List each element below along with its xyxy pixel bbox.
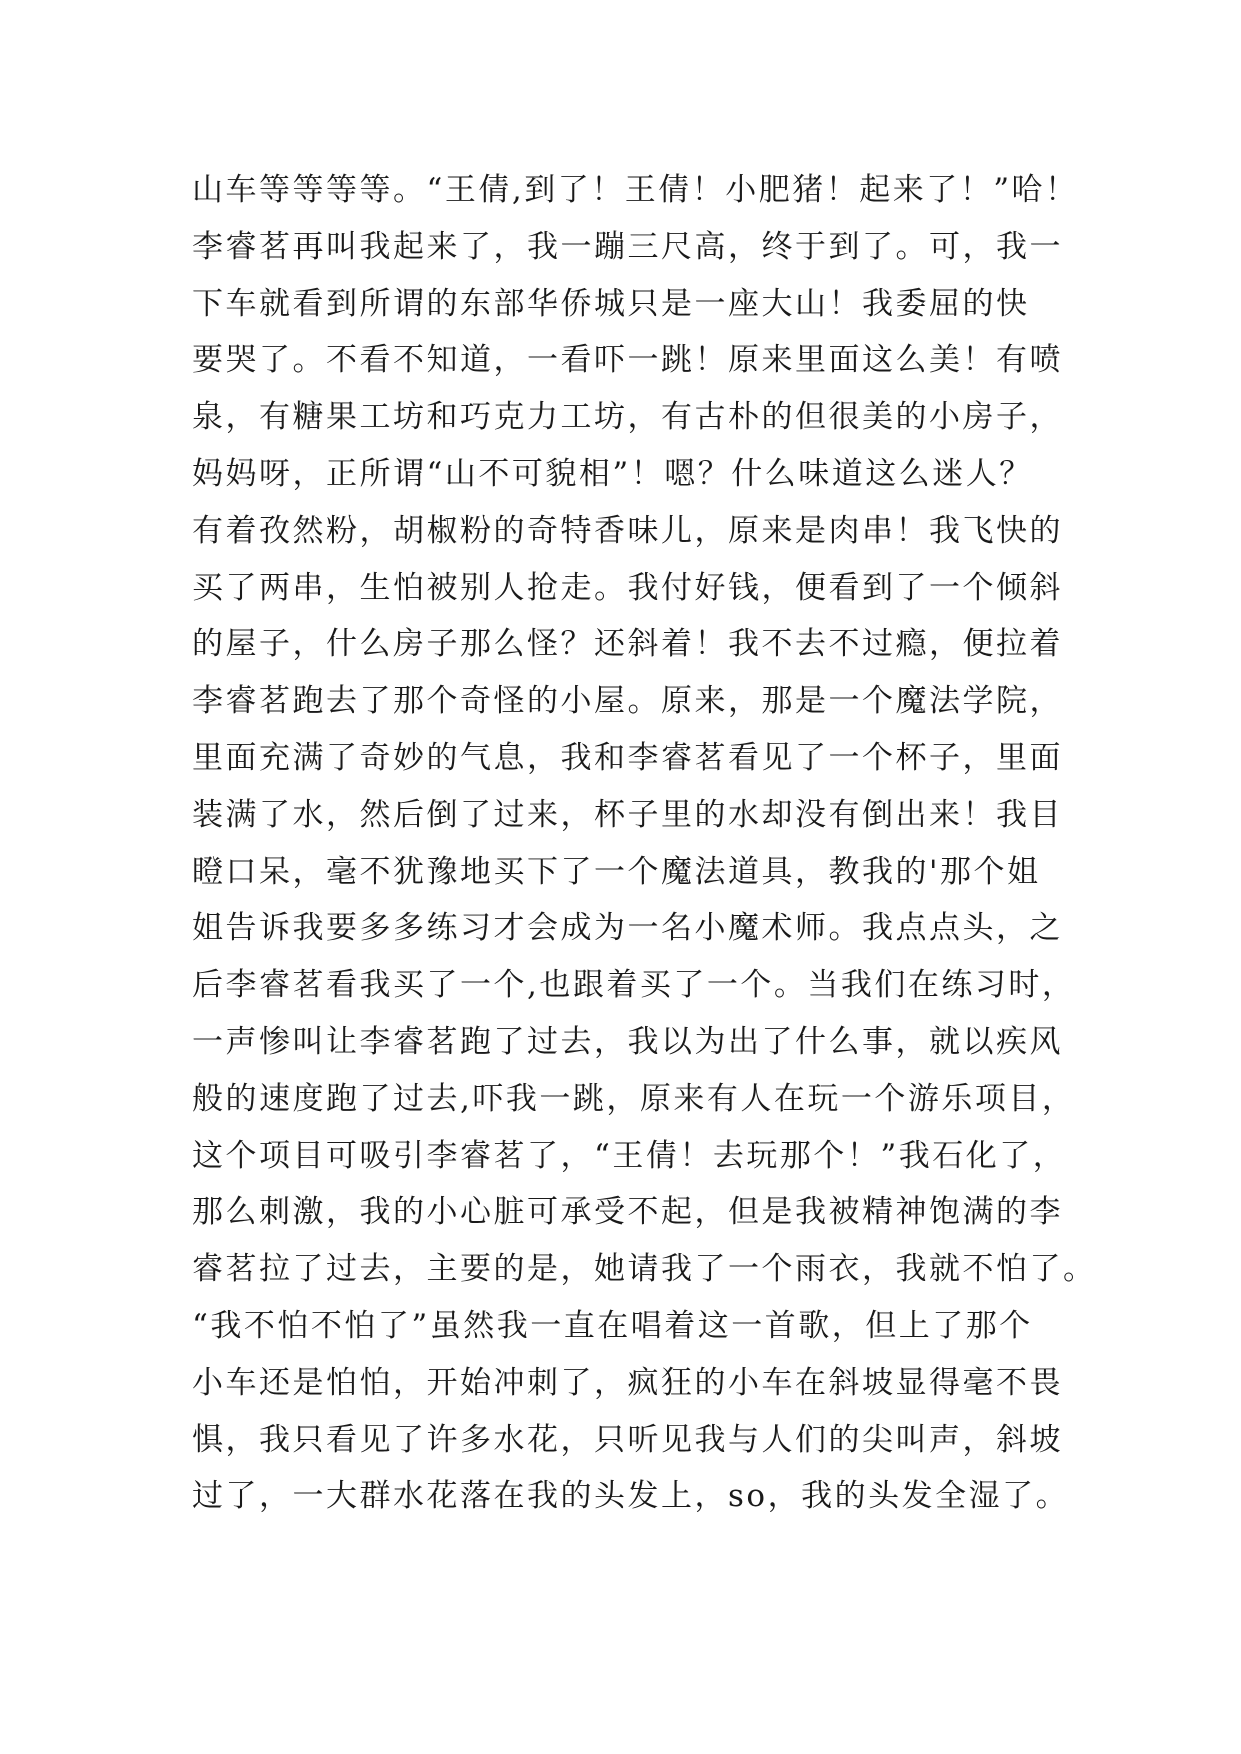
text-line: 后李睿茗看我买了一个,也跟着买了一个。当我们在练习时， bbox=[192, 967, 1076, 1004]
text-line: 这个项目可吸引李睿茗了，“王倩！去玩那个！”我石化了， bbox=[192, 1137, 1067, 1174]
text-line: 有着孜然粉，胡椒粉的奇特香味儿，原来是肉串！我飞快的 bbox=[192, 512, 1063, 549]
text-line: 的屋子，什么房子那么怪？还斜着！我不去不过瘾，便拉着 bbox=[192, 626, 1063, 663]
text-line: 瞪口呆，毫不犹豫地买下了一个魔法道具，教我的'那个姐 bbox=[192, 853, 1041, 890]
text-line: 睿茗拉了过去，主要的是，她请我了一个雨衣，我就不怕了。 bbox=[192, 1251, 1097, 1288]
text-line: 惧，我只看见了许多水花，只听见我与人们的尖叫声，斜坡 bbox=[192, 1421, 1063, 1458]
text-line: 姐告诉我要多多练习才会成为一名小魔术师。我点点头，之 bbox=[192, 910, 1063, 947]
text-line: 一声惨叫让李睿茗跑了过去，我以为出了什么事，就以疾风 bbox=[192, 1023, 1063, 1060]
text-line: 那么刺激，我的小心脏可承受不起，但是我被精神饱满的李 bbox=[192, 1194, 1063, 1231]
text-line: 下车就看到所谓的东部华侨城只是一座大山！我委屈的快 bbox=[192, 285, 1030, 322]
text-line: “我不怕不怕了”虽然我一直在唱着这一首歌，但上了那个 bbox=[192, 1307, 1033, 1344]
text-line: 李睿茗再叫我起来了，我一蹦三尺高，终于到了。可，我一 bbox=[192, 228, 1063, 265]
text-line: 要哭了。不看不知道，一看吓一跳！原来里面这么美！有喷 bbox=[192, 342, 1063, 379]
text-line: 过了，一大群水花落在我的头发上，so，我的头发全湿了。 bbox=[192, 1478, 1070, 1515]
text-line: 装满了水，然后倒了过来，杯子里的水却没有倒出来！我目 bbox=[192, 796, 1063, 833]
text-line: 般的速度跑了过去,吓我一跳，原来有人在玩一个游乐项目， bbox=[192, 1080, 1076, 1117]
text-line: 小车还是怕怕，开始冲刺了，疯狂的小车在斜坡显得毫不畏 bbox=[192, 1364, 1063, 1401]
body-text bbox=[192, 162, 1097, 1525]
text-line: 里面充满了奇妙的气息，我和李睿茗看见了一个杯子，里面 bbox=[192, 739, 1063, 776]
text-line: 山车等等等等。“王倩,到了！王倩！小肥猪！起来了！”哈！ bbox=[192, 172, 1079, 208]
text-line: 泉，有糖果工坊和巧克力工坊，有古朴的但很美的小房子， bbox=[192, 399, 1063, 436]
text-line: 买了两串，生怕被别人抢走。我付好钱，便看到了一个倾斜 bbox=[192, 569, 1063, 606]
text-line: 妈妈呀，正所谓“山不可貌相”！嗯？什么味道这么迷人？ bbox=[192, 455, 1033, 492]
text-line: 李睿茗跑去了那个奇怪的小屋。原来，那是一个魔法学院， bbox=[192, 683, 1063, 720]
